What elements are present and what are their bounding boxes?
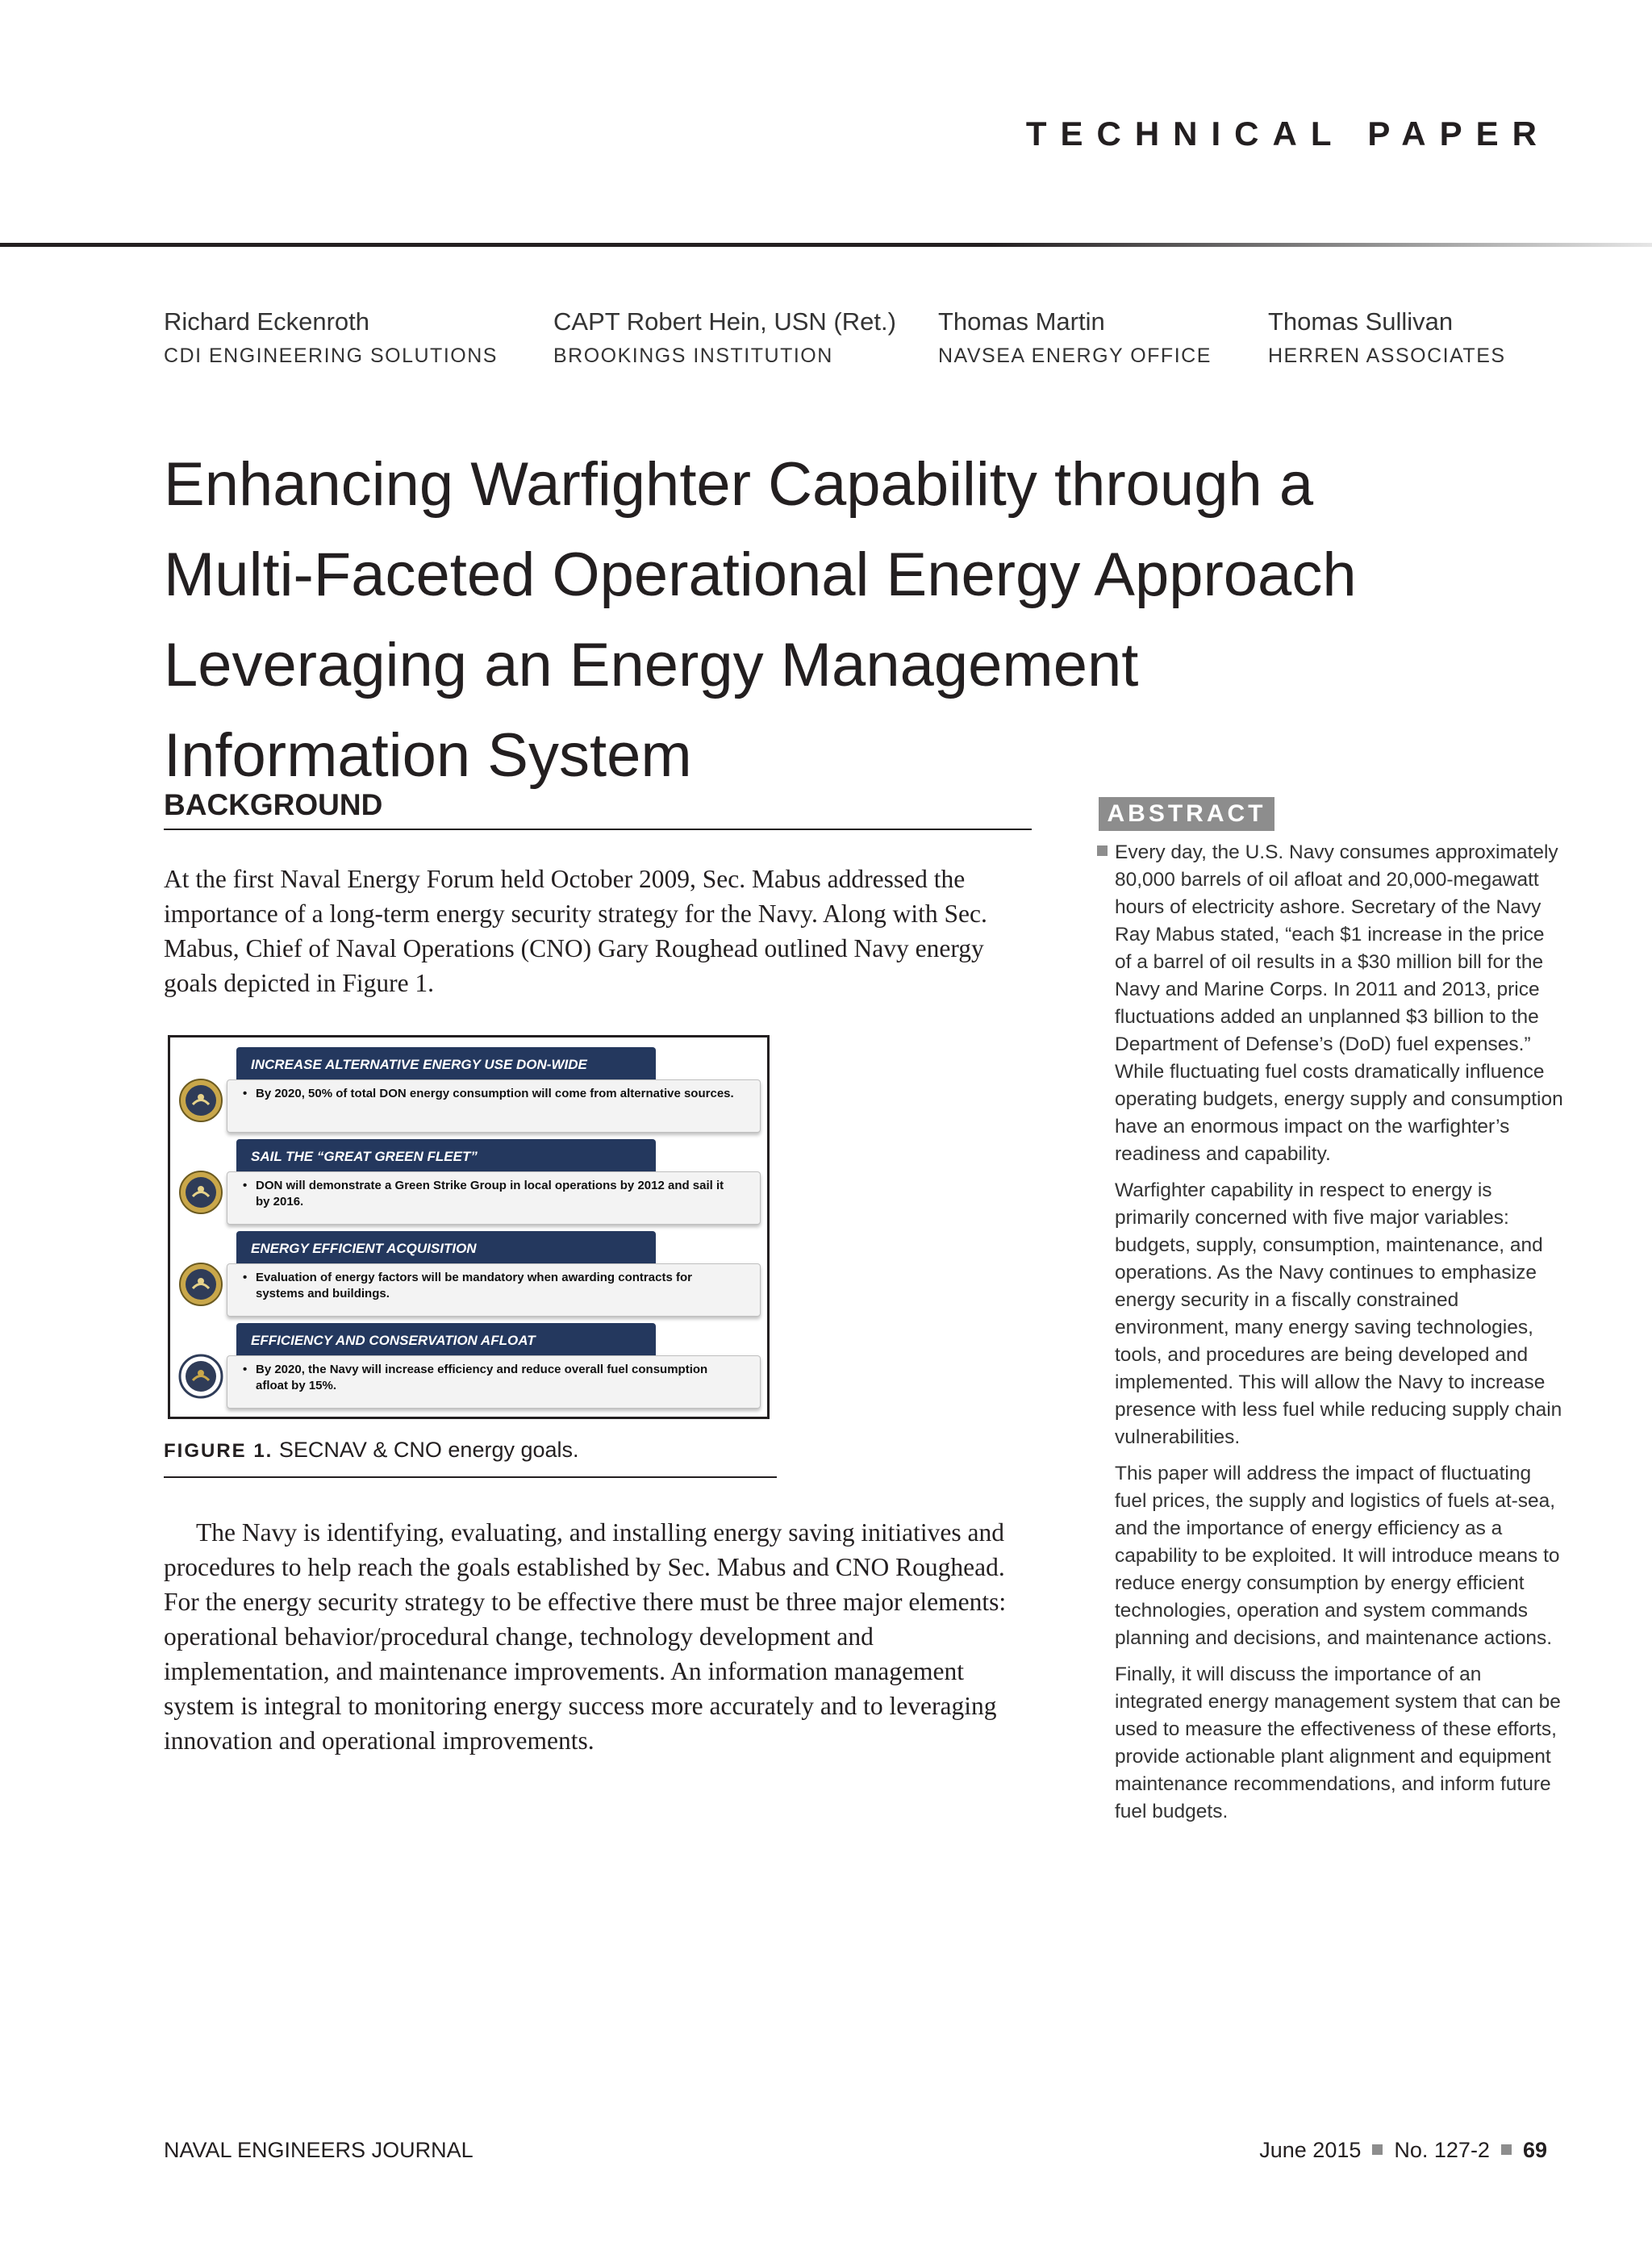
goal-heading: ENERGY EFFICIENT ACQUISITION xyxy=(236,1231,656,1267)
footer-issue-info xyxy=(1259,2138,1547,2163)
square-separator-icon xyxy=(1372,2144,1383,2155)
abstract-paragraph-3: This paper will address the impact of fluctuating fuel prices, the supply and logistics of fuels at-sea, and the importance of energy efficiency as a capability to be exploited. It will introduce means to reduce energy consumption by energy efficient technologies, operation and system commands planning and decisions, and maintenance actions. xyxy=(1115,1463,1560,1649)
goal-heading: EFFICIENCY AND CONSERVATION AFLOAT xyxy=(236,1323,656,1359)
author-org: HERREN ASSOCIATES xyxy=(1268,344,1506,367)
abstract-body xyxy=(1097,839,1565,1835)
goal-card-1 xyxy=(178,1047,766,1138)
abstract-paragraph-text: Every day, the U.S. Navy consumes approximately 80,000 barrels of oil afloat and 20,000-megawatt hours of electricity ashore. Secretary of the Navy Ray Mabus stated, “each $1 increase in the price of a barrel of oil results in a $30 million bill for the Navy and Marine Corps. In 2011 and 2013, price fluctuations added an unplanned $3 billion to the Department of Defense’s (DoD) fuel expenses.” While fluctuating fuel costs dramatically influence operating budgets, energy supply and consumption have an enormous impact on the warfighter’s readiness and capability. xyxy=(1115,841,1563,1165)
navy-seal-icon xyxy=(178,1262,223,1307)
footer-date: June 2015 xyxy=(1259,2138,1362,2162)
goal-bullet: • DON will demonstrate a Green Strike Group in local operations by 2012 and sail it by 2016. xyxy=(243,1179,724,1209)
author-2 xyxy=(553,305,896,373)
author-org: CDI ENGINEERING SOLUTIONS xyxy=(164,344,498,367)
navy-seal-icon xyxy=(178,1078,223,1123)
goal-card-4 xyxy=(178,1323,766,1413)
section-heading-background: BACKGROUND xyxy=(164,788,383,821)
figure-caption-label: FIGURE 1. xyxy=(164,1440,273,1462)
author-name: Thomas Sullivan xyxy=(1268,307,1454,336)
abstract-paragraph-1 xyxy=(1115,839,1565,1168)
goal-bullet-text: By 2020, 50% of total DON energy consumption will come from alternative sources. xyxy=(256,1087,734,1100)
goal-bullet-text: Evaluation of energy factors will be mandatory when awarding contracts for systems and buildings. xyxy=(256,1271,692,1300)
author-org: NAVSEA ENERGY OFFICE xyxy=(938,344,1212,367)
figure-1 xyxy=(168,1035,770,1419)
body-paragraph-1: At the first Naval Energy Forum held October 2009, Sec. Mabus addressed the importance of a long-term energy security strategy for the Navy. Along with Sec. Mabus, Chief of Naval Operations (CNO) Gary Roughead outlined Navy energy goals depicted in Figure 1. xyxy=(164,865,987,997)
goal-bullet: • By 2020, the Navy will increase efficiency and reduce overall fuel consumption afloat by 15%. xyxy=(243,1363,708,1392)
abstract-badge: ABSTRACT xyxy=(1099,797,1274,831)
header-label: TECHNICAL PAPER xyxy=(1025,115,1550,152)
author-3 xyxy=(938,305,1212,373)
author-org: BROOKINGS INSTITUTION xyxy=(553,344,833,367)
figure-caption-text: SECNAV & CNO energy goals. xyxy=(278,1438,579,1462)
footer-journal-name: NAVAL ENGINEERS JOURNAL xyxy=(164,2138,473,2162)
author-1 xyxy=(164,305,498,373)
goal-bullet: • By 2020, 50% of total DON energy consumption will come from alternative sources. xyxy=(243,1087,734,1100)
section-rule xyxy=(164,829,1032,830)
square-separator-icon xyxy=(1501,2144,1512,2155)
goal-bullet-text: DON will demonstrate a Green Strike Group in local operations by 2012 and sail it by 2016. xyxy=(256,1179,724,1209)
goal-bullet-text: By 2020, the Navy will increase efficiency and reduce overall fuel consumption afloat by 15%. xyxy=(256,1363,708,1392)
goal-card-3 xyxy=(178,1231,766,1321)
body-paragraph-2-text: The Navy is identifying, evaluating, and installing energy saving initiatives and procedures to help reach the goals established by Sec. Mabus and CNO Roughead. For the energy security strategy to be effective there must be three major elements: operational behavior/procedural change, technology development and implementation, and maintenance improvements. An information management system is integral to monitoring energy success more accurately and to leveraging innovation and operational improvements. xyxy=(164,1518,1007,1755)
navy-seal-icon xyxy=(178,1170,223,1215)
author-name: Thomas Martin xyxy=(938,307,1105,336)
author-name: CAPT Robert Hein, USN (Ret.) xyxy=(553,307,896,336)
paper-title: Enhancing Warfighter Capability through a Multi-Faceted Operational Energy Approach Leveraging an Energy Management Information System xyxy=(164,450,1357,790)
header-rule xyxy=(0,243,1652,247)
abstract-paragraph-2: Warfighter capability in respect to energy is primarily concerned with five major variables: budgets, supply, consumption, maintenance, and operations. As the Navy continues to emphasize energy security in a fiscally constrained environment, many energy saving technologies, tools, and procedures are being developed and implemented. This will allow the Navy to increase presence with less fuel while reducing supply chain vulnerabilities. xyxy=(1115,1179,1562,1448)
figure-caption xyxy=(164,1438,579,1463)
abstract-paragraph-4: Finally, it will discuss the importance of an integrated energy management system that can be used to measure the effectiveness of these efforts, provide actionable plant alignment and equipment maintenance recommendations, and inform future fuel budgets. xyxy=(1115,1664,1561,1822)
navy-seal-icon xyxy=(178,1354,223,1399)
footer-issue: No. 127-2 xyxy=(1394,2138,1490,2162)
goal-card-2 xyxy=(178,1139,766,1229)
figure-rule xyxy=(164,1476,777,1478)
square-bullet-icon xyxy=(1097,845,1108,856)
goal-bullet: • Evaluation of energy factors will be mandatory when awarding contracts for systems and buildings. xyxy=(243,1271,692,1300)
goal-heading: SAIL THE “GREAT GREEN FLEET” xyxy=(236,1139,656,1175)
body-paragraph-2 xyxy=(164,1515,1035,1758)
goal-heading: INCREASE ALTERNATIVE ENERGY USE DON-WIDE xyxy=(236,1047,656,1083)
page-number: 69 xyxy=(1522,2138,1547,2162)
author-4 xyxy=(1268,305,1506,373)
author-name: Richard Eckenroth xyxy=(164,307,370,336)
